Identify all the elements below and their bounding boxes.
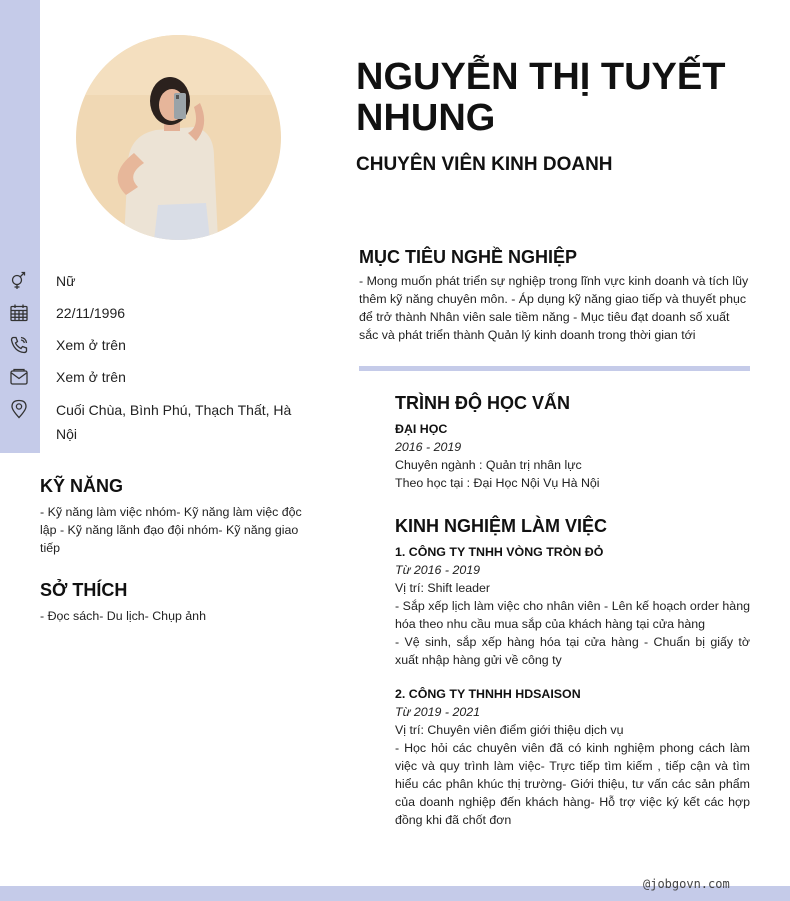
education-block [395,420,750,492]
skills-heading: KỸ NĂNG [40,476,124,496]
job-1-period: Từ 2016 - 2019 [395,563,481,577]
education-major: Chuyên ngành : Quản trị nhân lực [395,458,582,472]
watermark: @jobgovn.com [643,877,730,891]
mail-icon [9,367,29,387]
profile-photo [76,35,281,240]
education-heading: TRÌNH ĐỘ HỌC VẤN [395,393,570,413]
job-2-company: 2. CÔNG TY THNHH HDSAISON [395,687,581,701]
hobbies-text: - Đọc sách- Du lịch- Chụp ảnh [40,609,206,623]
info-address-text: Cuối Chùa, Bình Phú, Thạch Thất, Hà Nội [56,402,292,442]
info-gender-text: Nữ [56,273,76,289]
education-level: ĐẠI HỌC [395,422,448,436]
info-birthdate-text: 22/11/1996 [56,305,126,321]
job-1-desc-2: - Vệ sinh, sắp xếp hàng hóa tại cửa hàng - Chuẩn bị giấy tờ xuất nhập hàng gửi về công ty [395,635,750,667]
job-1-position: Vị trí: Shift leader [395,581,491,595]
job-2-period: Từ 2019 - 2021 [395,705,481,719]
phone-icon [9,335,29,355]
job-1-desc-1: - Sắp xếp lịch làm việc cho nhân viên - Lên kế hoạch order hàng hóa theo nhu cầu mua sắp của khách hàng tại cửa hàng [395,599,750,631]
experience-job-1 [395,543,750,669]
job-2-desc-1: - Học hỏi các chuyên viên đã có kinh nghiệm phong cách làm việc và quy trình làm việc- Trực tiếp tìm kiếm , tiếp cận và tìm hiểu các phân khúc thị trường- Giới thiệu, tư vấn các sản phẩm của doanh nghiệp đến khách hàng- Hỗ trợ việc ký kết các hợp đồng khi đã chốt đơn [395,741,750,827]
info-email-text: Xem ở trên [56,369,126,385]
experience-heading: KINH NGHIỆM LÀM VIỆC [395,516,608,536]
objective-heading: MỤC TIÊU NGHỀ NGHIỆP [359,247,578,267]
profile-photo-illustration [76,35,281,240]
candidate-name: NGUYỄN THỊ TUYẾT NHUNG [356,56,726,139]
job-2-position: Vị trí: Chuyên viên điểm giới thiệu dịch vụ [395,723,624,737]
hobbies-heading: SỞ THÍCH [40,580,128,600]
section-divider [359,366,750,371]
info-phone-text: Xem ở trên [56,337,126,353]
objective-text: - Mong muốn phát triển sự nghiệp trong lĩnh vực kinh doanh và tích lũy thêm kỹ năng chuyên môn. - Áp dụng kỹ năng giao tiếp và thuyết phục để trở thành Nhân viên sale tiềm năng - Mục tiêu đạt doanh số xuất sắc và phát triển thành Quản lý kinh doanh trong thời gian tới [359,274,749,342]
education-period: 2016 - 2019 [395,440,462,454]
job-1-company: 1. CÔNG TY TNHH VÒNG TRÒN ĐỎ [395,545,604,559]
job-title: CHUYÊN VIÊN KINH DOANH [356,154,613,175]
location-pin-icon [9,399,29,419]
calendar-icon [9,303,29,323]
skills-text: - Kỹ năng làm việc nhóm- Kỹ năng làm việc độc lập - Kỹ năng lãnh đạo đội nhóm- Kỹ năng giao tiếp [40,505,302,555]
education-school: Theo học tại : Đại Học Nội Vụ Hà Nội [395,476,600,490]
experience-job-2 [395,685,750,829]
gender-icon [9,271,29,291]
